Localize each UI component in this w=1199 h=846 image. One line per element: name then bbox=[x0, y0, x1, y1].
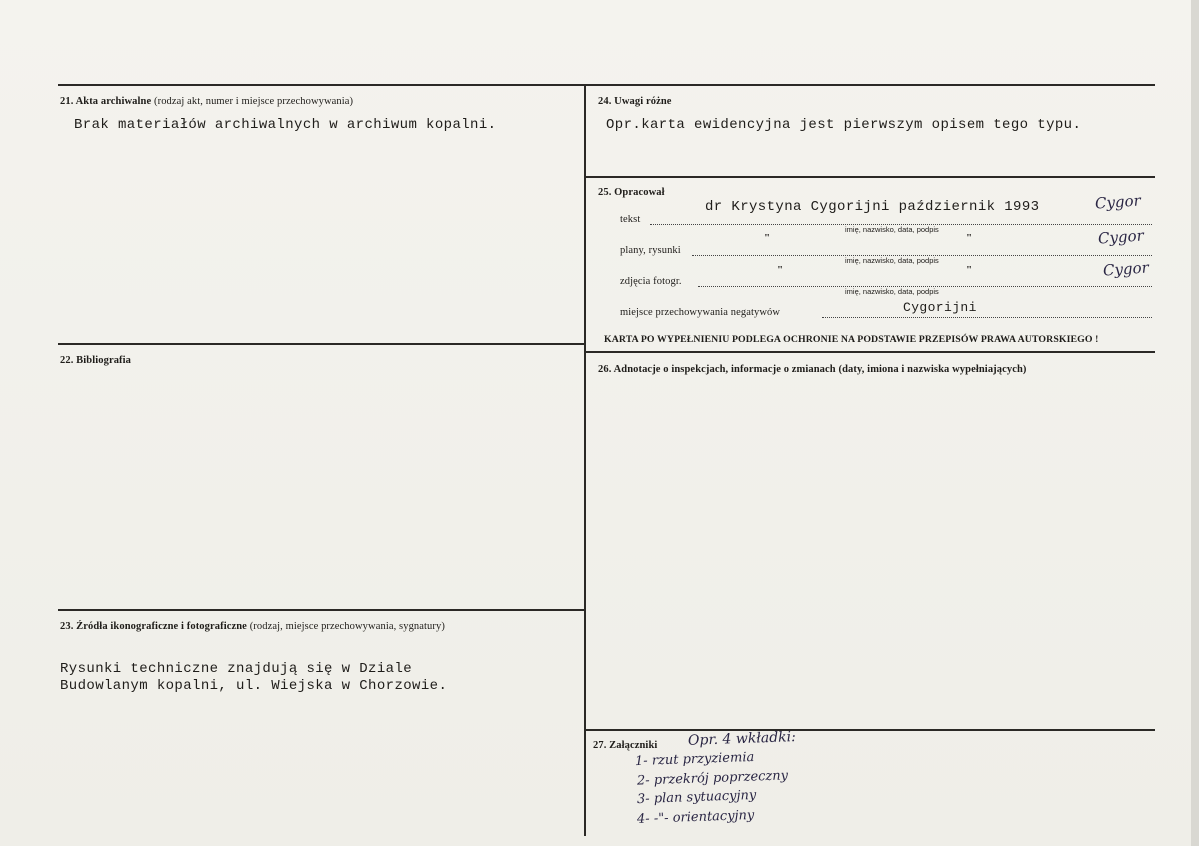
section-26-subtitle: (daty, imiona i nazwiska wypełniających) bbox=[838, 364, 1027, 375]
section-26-title: 26. Adnotacje o inspekcjach, informacje o zmianach bbox=[598, 364, 836, 375]
section-25-label: 25. Opracował bbox=[598, 187, 665, 198]
plany-signature: Cygor bbox=[1097, 226, 1145, 248]
attachment-item-1: 1- rzut przyziemia bbox=[634, 749, 755, 770]
top-rule bbox=[58, 84, 1155, 86]
zdjecia-ditto-2: " bbox=[966, 264, 973, 276]
rule-24-25 bbox=[586, 176, 1155, 178]
attachment-item-2: 2- przekrój poprzeczny bbox=[636, 768, 789, 789]
zdjecia-label: zdjęcia fotogr. bbox=[620, 276, 682, 287]
rule-26-27 bbox=[586, 729, 1155, 731]
attachment-item-3: 3- plan sytuacyjny bbox=[636, 787, 757, 808]
negatyw-value: Cygorijni bbox=[903, 300, 977, 315]
section-21-title: 21. Akta archiwalne bbox=[60, 96, 152, 107]
attachment-item-4: 4- -"- orientacyjny bbox=[636, 807, 755, 828]
center-divider bbox=[584, 84, 586, 836]
negatyw-line bbox=[822, 317, 1152, 318]
tekst-value: dr Krystyna Cygorijni październik 1993 bbox=[705, 199, 1040, 215]
sheet-edge bbox=[1191, 0, 1199, 846]
section-23-title: 23. Źródła ikonograficzne i fotograficzne bbox=[60, 621, 247, 632]
section-21-subtitle: (rodzaj akt, numer i miejsce przechowywania) bbox=[154, 96, 354, 107]
rule-25-26 bbox=[586, 351, 1155, 353]
negatyw-label: miejsce przechowywania negatywów bbox=[620, 307, 781, 318]
section-23-value-line1: Rysunki techniczne znajdują się w Dziale bbox=[60, 661, 413, 677]
rule-22-23 bbox=[58, 609, 586, 611]
plany-ditto-1: " bbox=[764, 232, 771, 244]
tekst-signature: Cygor bbox=[1094, 191, 1142, 213]
section-24-label: 24. Uwagi różne bbox=[598, 96, 672, 107]
section-24-value: Opr.karta ewidencyjna jest pierwszym opisem tego typu. bbox=[606, 117, 1082, 133]
section-22-label: 22. Bibliografia bbox=[60, 355, 132, 366]
tekst-label: tekst bbox=[620, 214, 641, 225]
section-23-subtitle: (rodzaj, miejsce przechowywania, sygnatury) bbox=[249, 621, 445, 632]
section-23-value-line2: Budowlanym kopalni, ul. Wiejska w Chorzowie. bbox=[60, 678, 448, 694]
zdjecia-signature: Cygor bbox=[1102, 258, 1150, 280]
copyright-notice: KARTA PO WYPEŁNIENIU PODLEGA OCHRONIE NA PODSTAWIE PRZEPISÓW PRAWA AUTORSKIEGO ! bbox=[604, 334, 1099, 345]
section-21-label bbox=[60, 96, 353, 107]
zdjecia-caption: imię, nazwisko, data, podpis bbox=[845, 287, 939, 296]
plany-ditto-2: " bbox=[966, 232, 973, 244]
rule-21-22 bbox=[58, 343, 586, 345]
section-21-value: Brak materiałów archiwalnych w archiwum kopalni. bbox=[74, 117, 497, 133]
section-26-label bbox=[598, 364, 1027, 375]
section-23-label bbox=[60, 621, 445, 632]
plany-caption: imię, nazwisko, data, podpis bbox=[845, 256, 939, 265]
attachments-header: Opr. 4 wkładki: bbox=[687, 729, 797, 749]
section-27-label: 27. Załączniki bbox=[593, 740, 658, 751]
zdjecia-ditto-1: " bbox=[777, 264, 784, 276]
plany-label: plany, rysunki bbox=[620, 245, 681, 256]
tekst-caption: imię, nazwisko, data, podpis bbox=[845, 225, 939, 234]
